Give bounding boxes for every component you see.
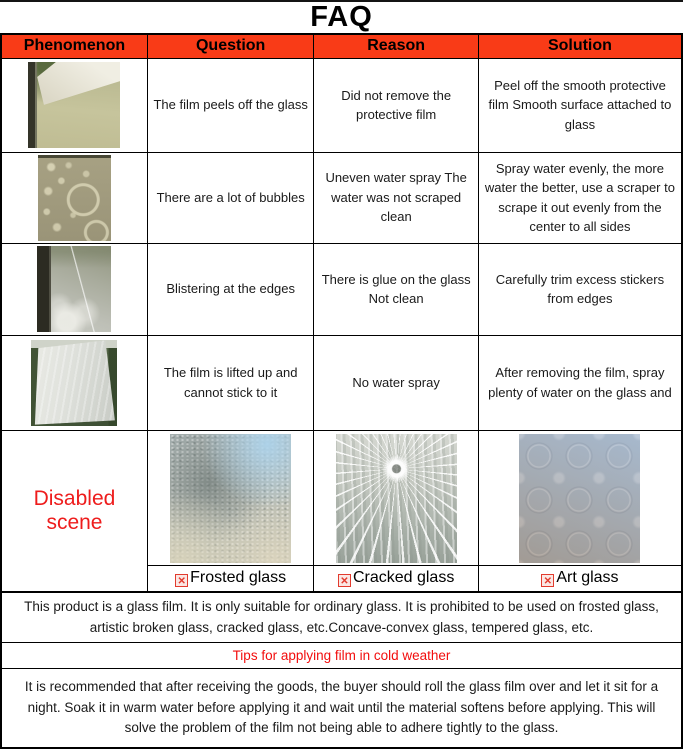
reason-cell: Did not remove the protective film: [314, 58, 478, 152]
cold-weather-advice: It is recommended that after receiving the goods, the buyer should roll the glass film over and let it sit for a night. Soak it in warm water before applying it and wait until the material softens before applying. This will solve the problem of the film not being able to adhere tightly to the glass.: [0, 669, 683, 749]
question-cell: There are a lot of bubbles: [147, 152, 313, 243]
reason-cell: There is glue on the glass Not clean: [314, 243, 478, 335]
table-header-row: [1, 34, 682, 58]
solution-cell: Carefully trim excess stickers from edges: [478, 243, 682, 335]
glass-type-text: Cracked glass: [352, 569, 455, 587]
col-header-reason: Reason: [314, 34, 478, 58]
glass-type-label-frosted: [147, 565, 313, 592]
suitability-note: This product is a glass film. It is only suitable for ordinary glass. It is prohibited to be used on frosted glass, artistic broken glass, cracked glass, etc.Concave-convex glass, tempered glass, etc.: [0, 593, 683, 643]
red-x-box-icon: ✕: [541, 574, 554, 587]
question-cell: The film peels off the glass: [147, 58, 313, 152]
table-row: [1, 58, 682, 152]
glass-type-label-art: [478, 565, 682, 592]
glass-type-text: Art glass: [556, 569, 619, 587]
edge-blistering-photo: [37, 246, 111, 332]
disabled-scene-label: Disabled scene: [1, 430, 147, 592]
cold-weather-tips-title: Tips for applying film in cold weather: [0, 643, 683, 669]
table-row: [1, 243, 682, 335]
disabled-scene-row: [1, 430, 682, 565]
film-lifted-photo: [31, 340, 117, 426]
solution-cell: After removing the film, spray plenty of water on the glass and: [478, 335, 682, 430]
glass-type-label-cracked: [314, 565, 478, 592]
page-title: FAQ: [0, 0, 683, 33]
faq-table: [0, 33, 683, 593]
red-x-box-icon: ✕: [338, 574, 351, 587]
glass-type-text: Frosted glass: [190, 569, 287, 587]
frosted-glass-photo: [170, 434, 291, 563]
col-header-solution: Solution: [478, 34, 682, 58]
col-header-question: Question: [147, 34, 313, 58]
col-header-phenomenon: Phenomenon: [1, 34, 147, 58]
reason-cell: No water spray: [314, 335, 478, 430]
cracked-glass-photo: [336, 434, 457, 563]
film-peeling-off-glass-photo: [28, 62, 120, 148]
red-x-box-icon: ✕: [175, 574, 188, 587]
question-cell: The film is lifted up and cannot stick to it: [147, 335, 313, 430]
table-row: [1, 152, 682, 243]
bubbles-under-film-photo: [38, 155, 111, 241]
table-row: [1, 335, 682, 430]
question-cell: Blistering at the edges: [147, 243, 313, 335]
solution-cell: Peel off the smooth protective film Smooth surface attached to glass: [478, 58, 682, 152]
reason-cell: Uneven water spray The water was not scraped clean: [314, 152, 478, 243]
solution-cell: Spray water evenly, the more water the better, use a scraper to scrape it out evenly from the center to all sides: [478, 152, 682, 243]
art-glass-photo: [519, 434, 640, 563]
